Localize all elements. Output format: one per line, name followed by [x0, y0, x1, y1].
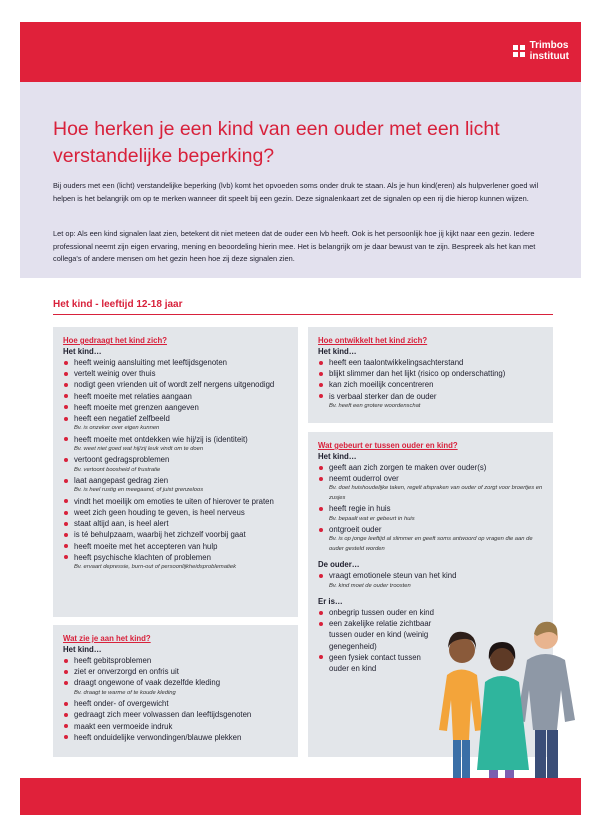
example-text: Bv. kind moet de ouder troosten	[329, 582, 411, 589]
example-text: Bv. bepaalt wat er gebeurt in huis	[329, 515, 415, 522]
appearance-box	[53, 625, 298, 757]
behavior-box	[53, 327, 298, 617]
teen-right-figure	[517, 622, 575, 798]
logo-mark-icon	[513, 45, 525, 57]
box-subheading: Het kind…	[318, 452, 357, 461]
signal-item: vraagt emotionele steun van het kind	[318, 570, 543, 581]
trimbos-logo	[513, 40, 569, 62]
logo-line-1: Trimbos	[529, 40, 569, 51]
intro-panel	[20, 82, 581, 278]
teenagers-illustration	[425, 590, 585, 808]
signal-item: geen fysiek contact tussen ouder en kind	[318, 652, 438, 674]
example-text: Bv. vertoont boosheid of frustratie	[74, 466, 161, 473]
signal-item: vindt het moeilijk om emoties te uiten of hierover te praten	[63, 496, 288, 507]
signal-item: laat aangepast gedrag zien	[63, 475, 288, 486]
signal-item: heeft moeite met grenzen aangeven	[63, 402, 288, 413]
signal-item: geeft aan zich zorgen te maken over ouder(s)	[318, 462, 543, 473]
signal-list	[63, 655, 288, 743]
signal-item: vertelt weinig over thuis	[63, 368, 288, 379]
box-heading: Hoe ontwikkelt het kind zich?	[318, 336, 428, 345]
example-text: Bv. draagt te warme of te koude kleding	[74, 689, 176, 696]
top-banner	[20, 22, 581, 82]
signal-item: heeft onder- of overgewicht	[63, 698, 288, 709]
signal-list	[63, 357, 288, 573]
example-text: Bv. weet niet goed wat hij/zij leuk vindt om te doen	[74, 445, 204, 452]
box-heading: Hoe gedraagt het kind zich?	[63, 336, 167, 345]
example-text: Bv. is heel rustig en meegaand, of juist grenzeloos	[74, 487, 204, 494]
signal-item: een zakelijke relatie zichtbaar tussen ouder en kind (weinig genegenheid)	[318, 618, 438, 652]
bottom-banner	[20, 778, 581, 815]
note-paragraph: Let op: Als een kind signalen laat zien, betekent dit niet meteen dat de ouder een lvb heeft. Ook is het persoonlijk hoe jij kijkt naar een gezin. Iedere professional neemt zijn eigen ervaring, mening en beoordeling hierin mee. Het is belangrijk om je daar bewust van te zijn. Bespreek als het kan met collega's of andere mensen om het gezin heen hoe zij deze signalen zien.	[53, 229, 536, 263]
example-text: Bv. is onzeker over eigen kunnen	[74, 425, 160, 432]
signal-list	[318, 462, 543, 554]
example-text: Bv. heeft een grotere woordenschat	[329, 402, 421, 409]
teen-left-figure	[439, 632, 483, 797]
signal-item: ontgroeit ouder	[318, 524, 543, 535]
signal-item: heeft psychische klachten of problemen	[63, 552, 288, 563]
signal-item: heeft weinig aansluiting met leeftijdsgenoten	[63, 357, 288, 368]
box-subheading: Het kind…	[63, 645, 102, 654]
signal-item: maakt een vermoeide indruk	[63, 721, 288, 732]
signal-item: heeft moeite met ontdekken wie hij/zij is (identiteit)	[63, 434, 288, 445]
signal-list	[318, 570, 543, 591]
signal-item: blijkt slimmer dan het lijkt (risico op onderschatting)	[318, 368, 543, 379]
signal-item: vertoont gedragsproblemen	[63, 454, 288, 465]
signal-item: heeft regie in huis	[318, 503, 543, 514]
section-title: Het kind - leeftijd 12-18 jaar	[53, 299, 183, 310]
signal-item: staat altijd aan, is heel alert	[63, 518, 288, 529]
example-text: Bv. doet huishoudelijke taken, regelt afspraken van ouder of zorgt voor broertjes en zusjes	[329, 485, 543, 501]
box-heading: Wat zie je aan het kind?	[63, 634, 151, 643]
development-box	[308, 327, 553, 423]
signal-item: nodigt geen vrienden uit of wordt zelf nergens uitgenodigd	[63, 379, 288, 390]
box-subheading: Het kind…	[63, 347, 102, 356]
signal-item: heeft moeite met relaties aangaan	[63, 391, 288, 402]
box-subheading: De ouder…	[318, 560, 360, 570]
signal-item: ziet er onverzorgd en onfris uit	[63, 666, 288, 677]
page-title: Hoe herken je een kind van een ouder met een licht verstandelijke beperking?	[53, 118, 500, 167]
box-subheading: Er is…	[318, 597, 343, 607]
signal-list	[318, 607, 438, 674]
signal-item: heeft een taalontwikkelingsachterstand	[318, 357, 543, 368]
box-subheading: Het kind…	[318, 347, 357, 356]
example-text: Bv. is op jonge leeftijd al slimmer en geeft soms antwoord op vragen die aan de ouder gesteld worden	[329, 536, 533, 552]
signal-list	[318, 357, 543, 411]
signal-item: onbegrip tussen ouder en kind	[318, 607, 438, 618]
intro-paragraph: Bij ouders met een (licht) verstandelijke beperking (lvb) komt het opvoeden soms onder druk te staan. Als je hun kind(eren) als hulpverlener goed wil helpen is het belangrijk om op te merken wanneer dit speelt bij een gezin. Deze signalenkaart zet de signalen op een rij die hierop kunnen wijzen.	[53, 181, 539, 203]
example-text: Bv. ervaart depressie, burn-out of persoonlijkheidsproblematiek	[74, 564, 236, 571]
logo-line-2: instituut	[529, 51, 569, 62]
signal-item: gedraagt zich meer volwassen dan leeftijdsgenoten	[63, 709, 288, 720]
teen-middle-figure	[477, 642, 529, 800]
signal-item: is verbaal sterker dan de ouder	[318, 391, 543, 402]
signal-item: weet zich geen houding te geven, is heel nerveus	[63, 507, 288, 518]
signal-item: heeft onduidelijke verwondingen/blauwe plekken	[63, 732, 288, 743]
box-heading: Wat gebeurt er tussen ouder en kind?	[318, 441, 458, 450]
signal-item: draagt ongewone of vaak dezelfde kleding	[63, 677, 288, 688]
signal-item: heeft een negatief zelfbeeld	[63, 413, 288, 424]
signal-card	[20, 22, 581, 815]
signal-item: kan zich moeilijk concentreren	[318, 379, 543, 390]
signal-item: heeft moeite met het accepteren van hulp	[63, 541, 288, 552]
signal-item: neemt ouderrol over	[318, 473, 543, 484]
section-divider	[53, 314, 553, 315]
signal-item: is té behulpzaam, waarbij het zichzelf voorbij gaat	[63, 529, 288, 540]
signal-item: heeft gebitsproblemen	[63, 655, 288, 666]
